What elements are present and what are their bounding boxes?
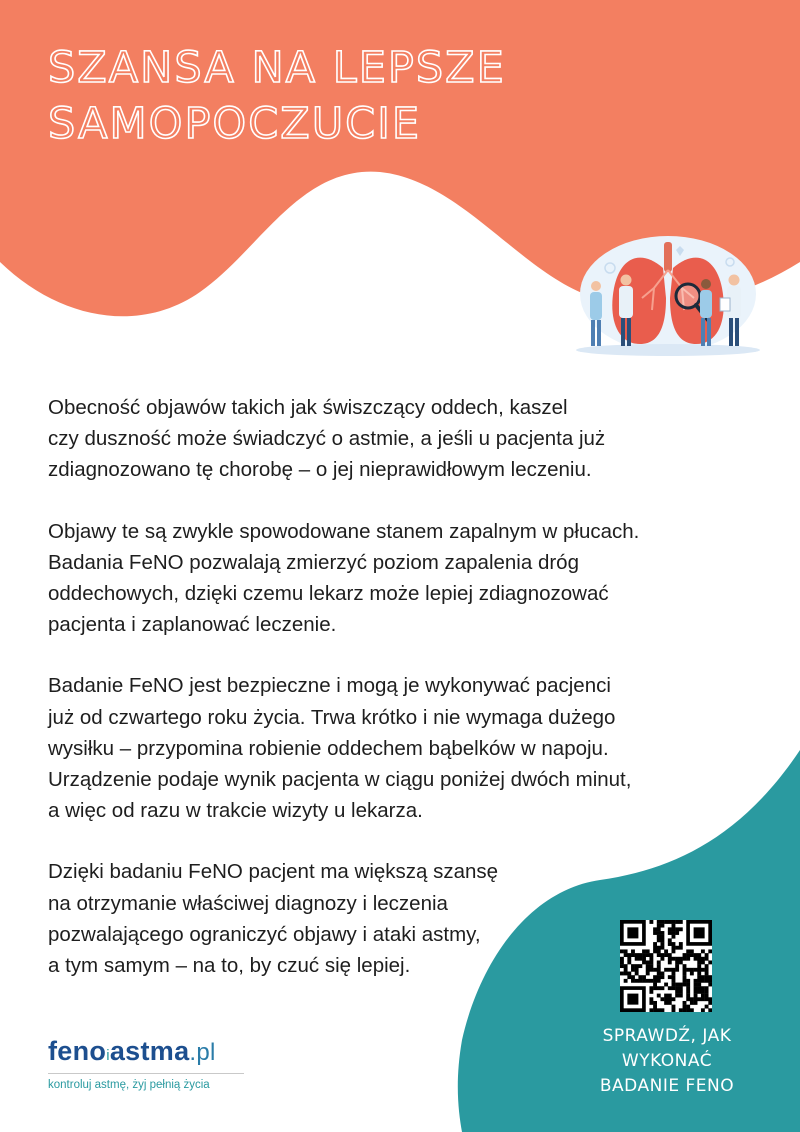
text-line: pozwalającego ograniczyć objawy i ataki astmy,	[48, 922, 481, 946]
qr-code-icon[interactable]	[620, 920, 712, 1012]
text-line: już od czwartego roku życia. Trwa krótko i nie wymaga dużego	[48, 705, 616, 729]
text-line: Badanie FeNO jest bezpieczne i mogą je wykonywać pacjenci	[48, 674, 611, 698]
text-line: Dzięki badaniu FeNO pacjent ma większą szansę	[48, 860, 499, 884]
logo-part-domain: .pl	[189, 1039, 216, 1066]
brand-logo[interactable]	[48, 1036, 248, 1091]
paragraph-symptoms	[48, 392, 768, 486]
lungs-doctors-icon	[570, 228, 766, 358]
logo-part-astma: astma	[109, 1036, 190, 1066]
text-line: a więc od razu w trakcie wizyty u lekarza.	[48, 799, 423, 823]
cta-line-1: SPRAWDŹ, JAK	[602, 1026, 732, 1046]
text-line: Obecność objawów takich jak świszczący oddech, kaszel	[48, 396, 568, 419]
text-line: zdiagnozowano tę chorobę – o jej nieprawidłowym leczeniu.	[48, 458, 592, 482]
text-line: pacjenta i zaplanować leczenie.	[48, 613, 337, 637]
text-line: Urządzenie podaje wynik pacjenta w ciągu poniżej dwóch minut,	[48, 768, 632, 792]
title-line-2: SAMOPOCZUCIE	[48, 99, 422, 149]
logo-part-i: i	[106, 1047, 110, 1064]
paragraph-test-safety	[48, 670, 768, 826]
text-line: Badania FeNO pozwalają zmierzyć poziom zapalenia dróg	[48, 550, 579, 574]
page-title	[48, 40, 688, 152]
paragraph-inflammation	[48, 516, 768, 641]
logo-part-feno: feno	[48, 1036, 107, 1066]
cta-check-feno-test[interactable]	[572, 1024, 762, 1099]
text-line: a tym samym – na to, by czuć się lepiej.	[48, 954, 411, 978]
cta-line-3: BADANIE FENO	[599, 1076, 735, 1096]
article-body	[48, 392, 768, 1011]
text-line: oddechowych, dzięki czemu lekarz może lepiej zdiagnozować	[48, 582, 609, 606]
logo-divider	[48, 1073, 244, 1074]
title-line-1: SZANSA NA LEPSZE	[48, 43, 506, 93]
text-line: czy duszność może świadczyć o astmie, a jeśli u pacjenta już	[48, 427, 606, 451]
cta-line-2: WYKONAĆ	[621, 1051, 713, 1071]
text-line: Objawy te są zwykle spowodowane stanem zapalnym w płucach.	[48, 519, 640, 543]
logo-tagline: kontroluj astmę, żyj pełnią życia	[48, 1079, 210, 1091]
text-line: wysiłku – przypomina robienie oddechem bąbelków w napoju.	[48, 736, 609, 760]
logo-wordmark	[48, 1036, 248, 1067]
text-line: na otrzymanie właściwej diagnozy i leczenia	[48, 891, 448, 915]
